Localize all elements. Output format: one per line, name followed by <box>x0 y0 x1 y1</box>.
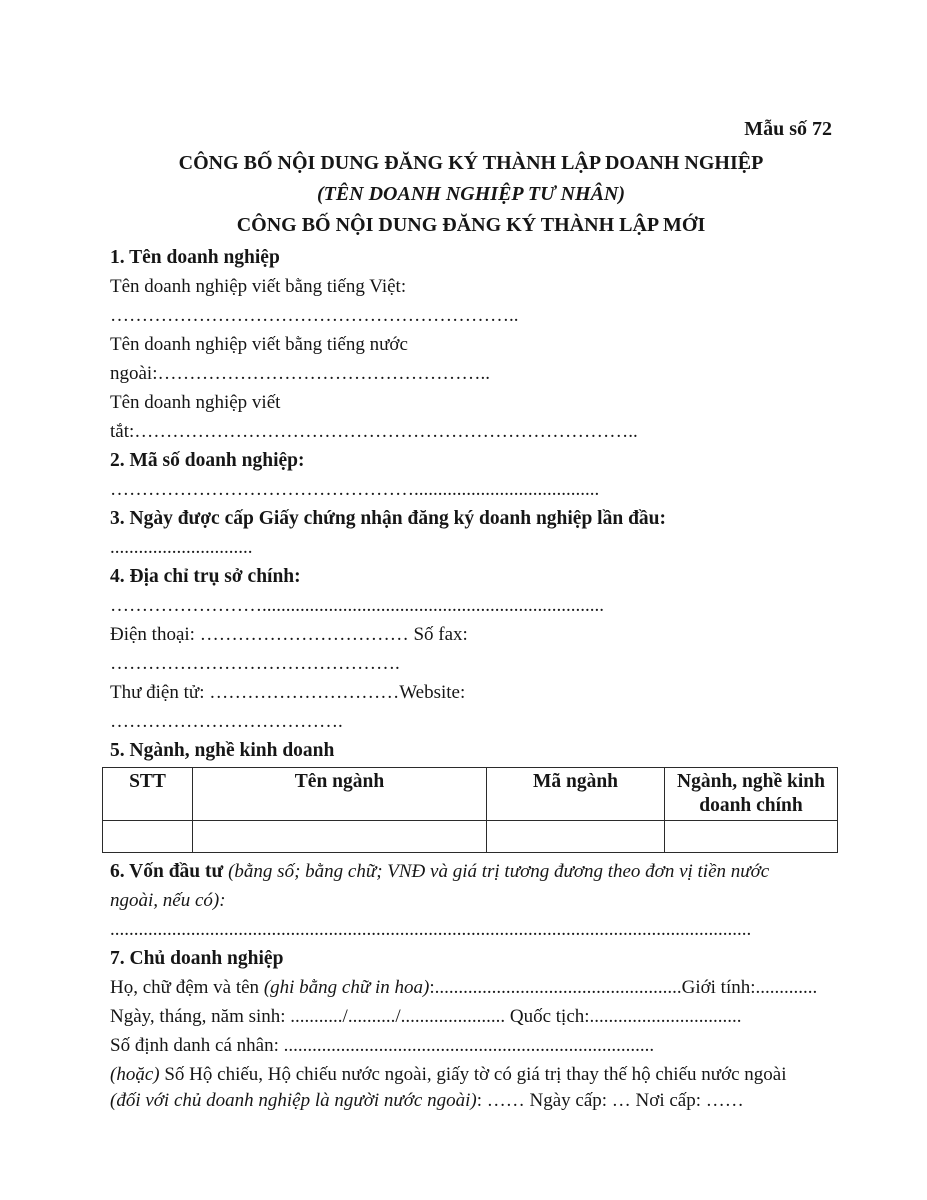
head-office-address-field: ……………………........................................................................ <box>110 595 604 616</box>
table-cell-nganh-chinh <box>665 821 838 853</box>
gender-label: Giới tính: <box>681 977 756 998</box>
company-name-vi-field: ……………………………………………………….. <box>110 305 519 326</box>
website-field: ………………………………. <box>110 711 343 732</box>
company-name-abbr-dots: …………………………………………………………………….. <box>134 421 638 442</box>
company-name-abbr-label: Tên doanh nghiệp viết <box>110 392 281 413</box>
section5-heading: 5. Ngành, nghề kinh doanh <box>110 740 335 761</box>
company-name-foreign-field <box>110 361 832 387</box>
table-header-nganh-chinh: Ngành, nghề kinh doanh chính <box>665 768 838 821</box>
table-cell-ma-nganh <box>487 821 665 853</box>
passport-line1 <box>110 1062 832 1088</box>
section4-heading: 4. Địa chỉ trụ sở chính: <box>110 566 301 587</box>
form-number: Mẫu số 72 <box>744 118 832 140</box>
investment-capital-note-line2: ngoài, nếu có): <box>110 890 226 911</box>
gender-field: ............. <box>755 977 818 998</box>
doc-title-block <box>110 148 832 241</box>
phone-field: …………………………… <box>199 624 409 645</box>
owner-name-label: Họ, chữ đệm và tên <box>110 977 264 998</box>
company-name-abbr-prefix: tắt: <box>110 421 135 442</box>
table-header-ten-nganh: Tên ngành <box>193 768 487 821</box>
fax-field: ………………………………………. <box>110 653 400 674</box>
owner-name-field: :.................................................... <box>429 977 682 998</box>
passport-note1: (hoặc) <box>110 1064 160 1085</box>
dob-field: .........../........../...................... <box>290 1006 506 1027</box>
email-website-line <box>110 680 832 706</box>
investment-capital-field: ....................................................................................................................................... <box>110 919 752 940</box>
personal-id-label: Số định danh cá nhân: <box>110 1035 284 1056</box>
owner-name-note: (ghi bằng chữ in hoa) <box>263 977 430 998</box>
doc-title-line2: (TÊN DOANH NGHIỆP TƯ NHÂN) <box>316 183 626 205</box>
table-row <box>103 821 838 853</box>
company-name-abbr-field <box>110 419 832 445</box>
section6-heading-line <box>110 859 832 885</box>
section3-heading: 3. Ngày được cấp Giấy chứng nhận đăng ký doanh nghiệp lần đầu: <box>110 508 666 529</box>
doc-title-line1: CÔNG BỐ NỘI DUNG ĐĂNG KÝ THÀNH LẬP DOANH NGHIỆP <box>178 152 764 174</box>
phone-label: Điện thoại: <box>110 624 200 645</box>
dob-label: Ngày, tháng, năm sinh: <box>110 1006 291 1027</box>
passport-note2: (đối với chủ doanh nghiệp là người nước ngoài) <box>110 1090 477 1111</box>
table-header-stt: STT <box>103 768 193 821</box>
owner-name-line <box>110 975 832 1001</box>
personal-id-line <box>110 1033 832 1059</box>
doc-title-line3: CÔNG BỐ NỘI DUNG ĐĂNG KÝ THÀNH LẬP MỚI <box>236 214 706 236</box>
dob-nationality-line <box>110 1004 832 1030</box>
table-header-row <box>103 768 838 821</box>
section1-heading: 1. Tên doanh nghiệp <box>110 247 280 268</box>
table-header-ma-nganh: Mã ngành <box>487 768 665 821</box>
first-registration-date-field: .............................. <box>110 537 253 558</box>
section7-heading: 7. Chủ doanh nghiệp <box>110 948 284 969</box>
passport-text1: Số Hộ chiếu, Hộ chiếu nước ngoài, giấy tờ có giá trị thay thế hộ chiếu nước ngoài <box>159 1064 787 1085</box>
section6-heading: 6. Vốn đầu tư <box>110 861 229 882</box>
personal-id-field: .............................................................................. <box>283 1035 655 1056</box>
nationality-label: Quốc tịch: <box>505 1006 590 1027</box>
email-field: ………………………… <box>209 682 400 703</box>
company-name-foreign-prefix: ngoài: <box>110 363 158 384</box>
fax-label: Số fax: <box>408 624 468 645</box>
table-cell-stt <box>103 821 193 853</box>
email-label: Thư điện tử: <box>110 682 210 703</box>
phone-fax-line <box>110 622 832 648</box>
nationality-field: ................................ <box>589 1006 742 1027</box>
company-name-vi-label: Tên doanh nghiệp viết bằng tiếng Việt: <box>110 276 407 297</box>
company-name-foreign-label: Tên doanh nghiệp viết bằng tiếng nước <box>110 334 408 355</box>
passport-line2 <box>110 1088 832 1114</box>
section2-heading: 2. Mã số doanh nghiệp: <box>110 450 305 471</box>
table-cell-ten-nganh <box>193 821 487 853</box>
passport-text2: : …… Ngày cấp: … Nơi cấp: …… <box>476 1090 744 1111</box>
enterprise-code-field: …………………………………………....................................... <box>110 479 600 500</box>
company-name-foreign-dots: …………………………………………….. <box>157 363 490 384</box>
business-lines-table <box>102 767 838 853</box>
investment-capital-note-line1: (bằng số; bằng chữ; VNĐ và giá trị tương đương theo đơn vị tiền nước <box>228 861 770 882</box>
website-label: Website: <box>399 682 466 703</box>
